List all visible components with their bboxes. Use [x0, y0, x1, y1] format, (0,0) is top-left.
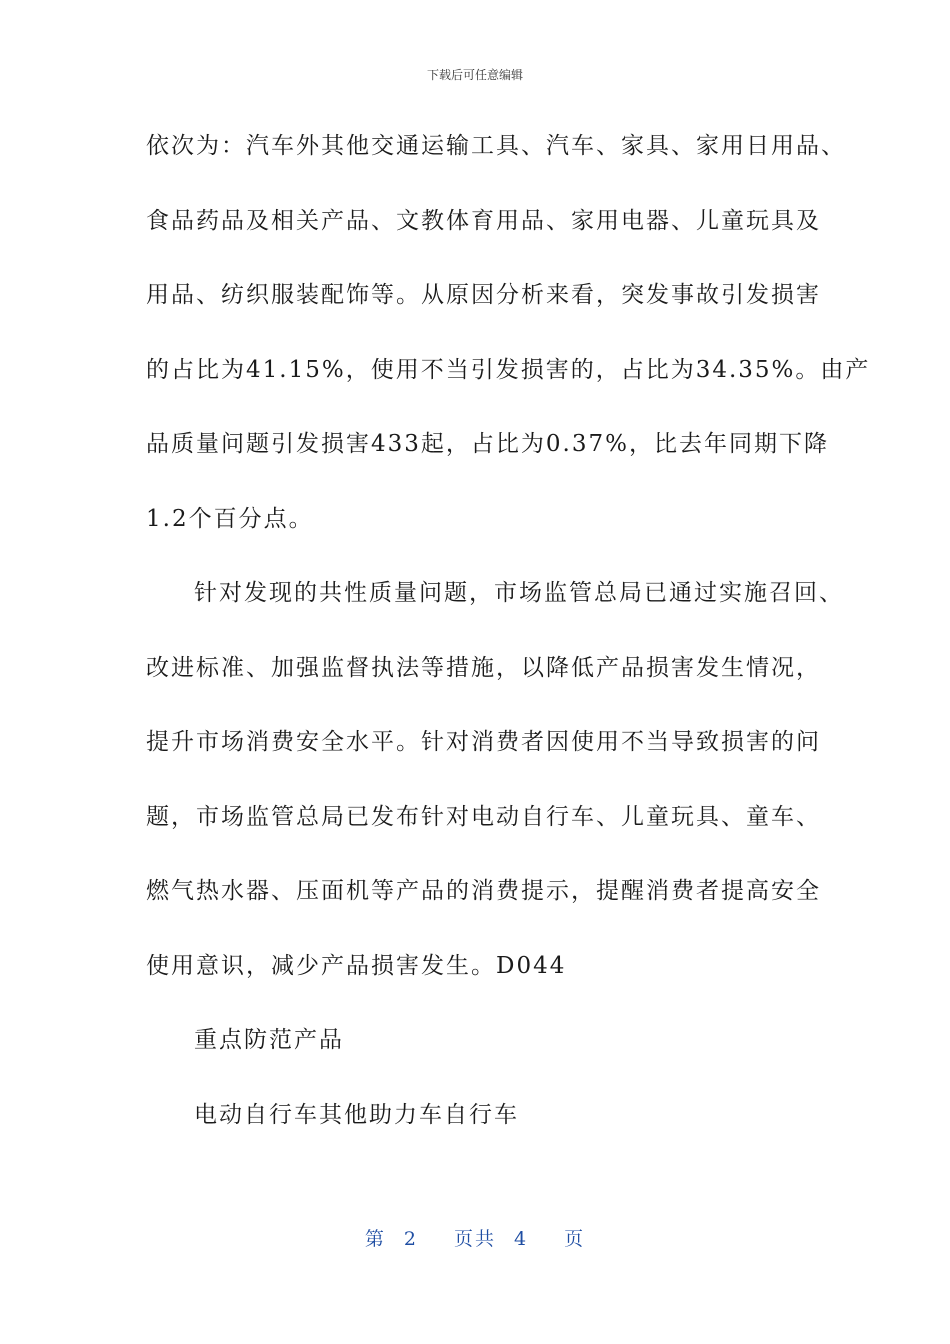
- footer-suffix: 页: [564, 1228, 586, 1250]
- body-line: 题，市场监管总局已发布针对电动自行车、儿童玩具、童车、: [146, 803, 821, 830]
- body-line: 依次为：汽车外其他交通运输工具、汽车、家具、家用日用品、: [146, 133, 846, 159]
- body-line: 品质量问题引发损害433起，占比为0.37%，比去年同期下降: [146, 431, 829, 457]
- footer-page-number: 2: [403, 1228, 418, 1250]
- footer-middle: 页共: [453, 1228, 496, 1250]
- footer-prefix: 第: [364, 1228, 386, 1250]
- page-footer: [0, 1224, 950, 1251]
- document-body: [146, 126, 871, 1169]
- body-line: 的占比为41.15%，使用不当引发损害的，占比为34.35%。由产: [146, 356, 871, 383]
- body-line: 食品药品及相关产品、文教体育用品、家用电器、儿童玩具及: [146, 207, 821, 234]
- body-line: 针对发现的共性质量问题，市场监管总局已通过实施召回、: [194, 580, 844, 606]
- body-line: 电动自行车其他助力车自行车: [194, 1101, 519, 1128]
- body-line: 燃气热水器、压面机等产品的消费提示，提醒消费者提高安全: [146, 878, 821, 904]
- section-heading: 重点防范产品: [194, 1027, 344, 1053]
- body-line: 用品、纺织服装配饰等。从原因分析来看，突发事故引发损害: [146, 282, 821, 308]
- footer-total-pages: 4: [514, 1228, 529, 1250]
- body-line: 1.2个百分点。: [146, 505, 314, 532]
- body-line: 提升市场消费安全水平。针对消费者因使用不当导致损害的问: [146, 729, 821, 755]
- body-line: 改进标准、加强监督执法等措施，以降低产品损害发生情况，: [146, 654, 821, 681]
- header-note: 下载后可任意编辑: [426, 68, 523, 82]
- body-line: 使用意识，减少产品损害发生。D044: [146, 952, 567, 979]
